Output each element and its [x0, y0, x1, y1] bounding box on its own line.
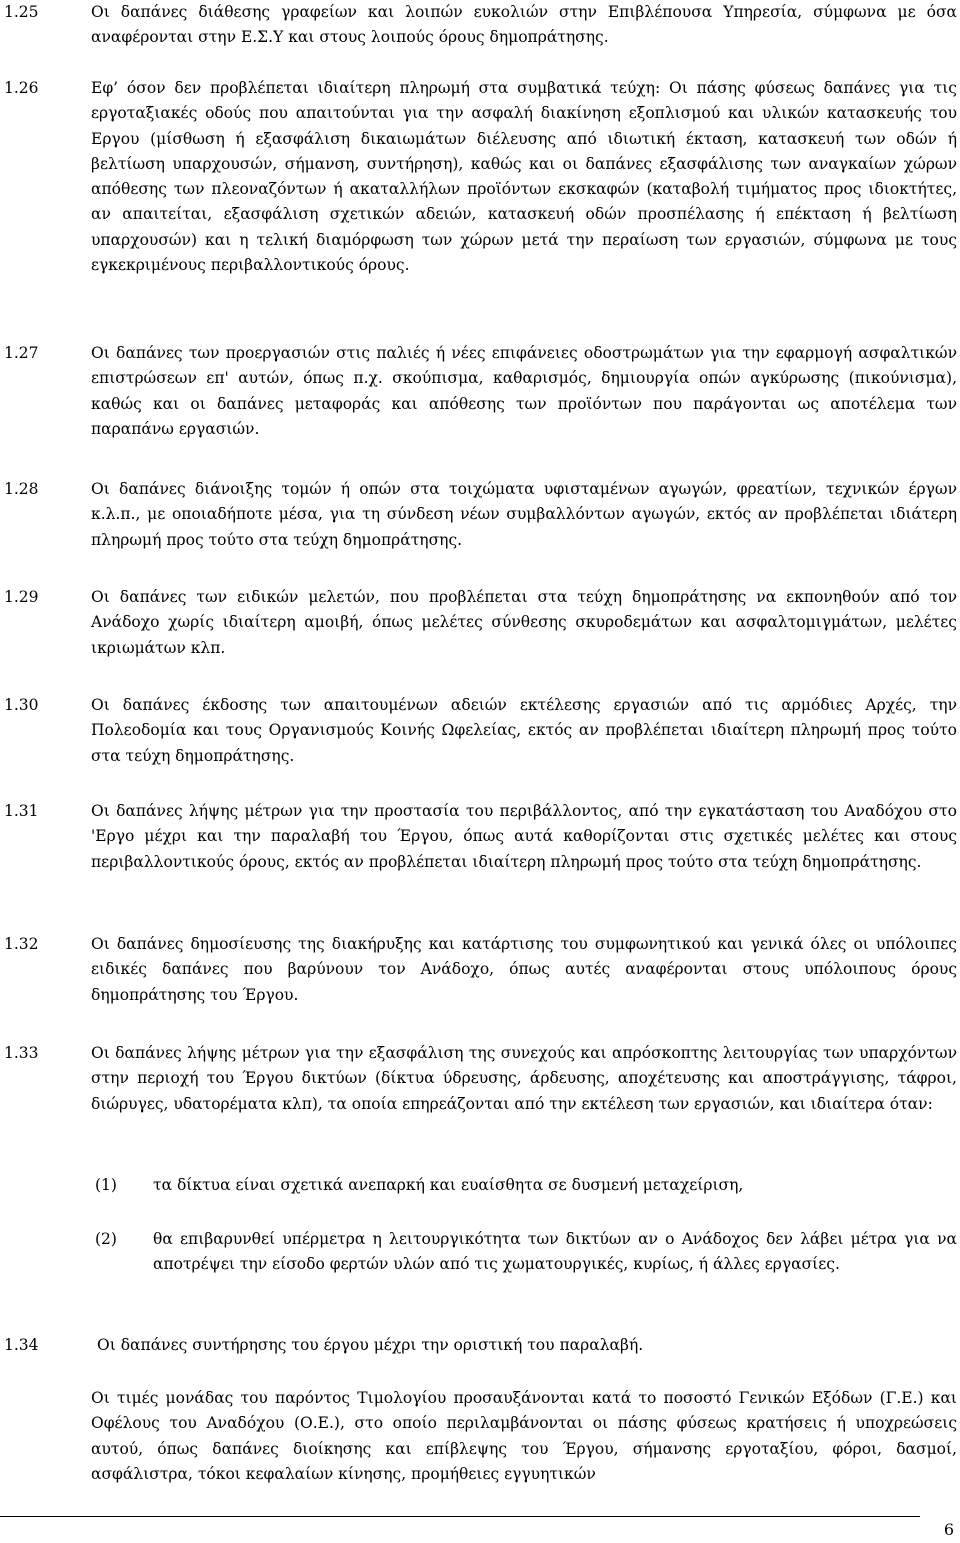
- clause-number: 1.31: [4, 802, 39, 820]
- clause-number: 1.26: [4, 79, 39, 97]
- subitem-text: τα δίκτυα είναι σχετικά ανεπαρκή και ευαίσθητα σε δυσμενή μεταχείριση,: [153, 1176, 744, 1194]
- clause-number: 1.34: [4, 1336, 39, 1354]
- clause-number: 1.27: [4, 344, 39, 362]
- clause-number: 1.32: [4, 935, 39, 953]
- subitem-number: (2): [95, 1230, 117, 1248]
- clause-text: Οι δαπάνες συντήρησης του έργου μέχρι την οριστική του παραλαβή.: [97, 1336, 644, 1354]
- clause-number: 1.30: [4, 696, 39, 714]
- clause-text: Οι δαπάνες λήψης μέτρων για την προστασία του περιβάλλοντος, από την εγκατάσταση του Αναδόχου στο 'Εργο μέχρι και την παραλαβή του Έργου, όπως αυτά καθορίζονται στις σχετικές μελέτες και στους περιβαλλοντικούς όρους, εκτός αν προβλέπεται ιδιαίτερη πληρωμή προς τούτο στα τεύχη δημοπράτησης.: [91, 802, 957, 871]
- clause-number: 1.28: [4, 480, 39, 498]
- subitem-text: θα επιβαρυνθεί υπέρμετρα η λειτουργικότητα των δικτύων αν ο Ανάδοχος δεν λάβει μέτρα για να αποτρέψει την είσοδο φερτών υλών από τις χωματουργικές, κυρίως, ή άλλες εργασίες.: [153, 1230, 957, 1274]
- clause-text: Οι δαπάνες διάθεσης γραφείων και λοιπών ευκολιών στην Επιβλέπουσα Υπηρεσία, σύμφωνα με όσα αναφέρονται στην Ε.Σ.Υ και στους λοιπούς όρους δημοπράτησης.: [91, 3, 957, 47]
- clause-text: Οι δαπάνες έκδοσης των απαιτουμένων αδειών εκτέλεσης εργασιών από τις αρμόδιες Αρχές, την Πολεοδομία και τους Οργανισμούς Κοινής Ωφελείας, εκτός αν προβλέπεται ιδιαίτερη πληρωμή προς τούτο στα τεύχη δημοπράτησης.: [91, 696, 957, 765]
- subitem-number: (1): [95, 1176, 117, 1194]
- clause-number: 1.29: [4, 588, 39, 606]
- footer-divider: [0, 1516, 920, 1517]
- page-number: 6: [943, 1520, 954, 1539]
- clause-text: Οι δαπάνες λήψης μέτρων για την εξασφάλιση της συνεχούς και απρόσκοπτης λειτουργίας των υπαρχόντων στην περιοχή του Έργου δικτύων (δίκτυα ύδρευσης, άρδευσης, αποχέτευσης και αποστράγγισης, τάφροι, διώρυγες, υδατορέματα κλπ), τα οποία επηρεάζονται από την εκτέλεση των εργασιών, και ιδιαίτερα όταν:: [91, 1044, 957, 1113]
- clause-text: Οι δαπάνες των προεργασιών στις παλιές ή νέες επιφάνειες οδοστρωμάτων για την εφαρμογή ασφαλτικών επιστρώσεων επ' αυτών, όπως π.χ. σκούπισμα, καθαρισμός, δημιουργία οπών αγκύρωσης (πικούνισμα), καθώς και οι δαπάνες μεταφοράς και απόθεσης των προϊόντων που παράγονται ως αποτέλεμα των παραπάνω εργασιών.: [91, 344, 957, 438]
- closing-paragraph-text: Οι τιμές μονάδας του παρόντος Τιμολογίου προσαυξάνονται κατά το ποσοστό Γενικών Εξόδων (Γ.Ε.) και Οφέλους του Αναδόχου (Ο.Ε.), στο οποίο περιλαμβάνονται οι πάσης φύσεως κρατήσεις ή υποχρεώσεις αυτού, όπως δαπάνες διοίκησης και επίβλεψης του Έργου, σήμανσης εργοταξίου, φόροι, δασμοί, ασφάλιστρα, τόκοι κεφαλαίων κίνησης, προμήθειες εγγυητικών: [91, 1389, 957, 1483]
- clause-text: Οι δαπάνες των ειδικών μελετών, που προβλέπεται στα τεύχη δημοπράτησης να εκπονηθούν από τον Ανάδοχο χωρίς ιδιαίτερη αμοιβή, όπως μελέτες σύνθεσης σκυροδεμάτων και ασφαλτομιγμάτων, μελέτες ικριωμάτων κλπ.: [91, 588, 957, 657]
- clause-number: 1.25: [4, 3, 39, 21]
- clause-text: Εφ’ όσον δεν προβλέπεται ιδιαίτερη πληρωμή στα συμβατικά τεύχη: Οι πάσης φύσεως δαπάνες για τις εργοταξιακές οδούς που απαιτούνται για την ασφαλή διακίνηση εξοπλισμού και υλικών κατασκευής του Εργου (μίσθωση ή εξασφάλιση δικαιωμάτων διέλευσης από ιδιωτική έκταση, κατασκευή των οδών ή βελτίωση υπαρχουσών, σήμανση, συντήρηση), καθώς και οι δαπάνες εξασφάλισης των αναγκαίων χώρων απόθεσης των πλεοναζόντων ή ακαταλλήλων προϊόντων εκσκαφών (καταβολή τιμήματος προς ιδιοκτήτες, αν απαιτείται, εξασφάλιση σχετικών αδειών, κατασκευή οδών προσπέλασης ή επέκταση ή βελτίωση υπαρχουσών) και η τελική διαμόρφωση των χώρων μετά την περαίωση των εργασιών, σύμφωνα με τους εγκεκριμένους περιβαλλοντικούς όρους.: [91, 79, 957, 275]
- clause-text: Οι δαπάνες δημοσίευσης της διακήρυξης και κατάρτισης του συμφωνητικού και γενικά όλες οι υπόλοιπες ειδικές δαπάνες που βαρύνουν τον Ανάδοχο, όπως αυτές αναφέρονται στους υπόλοιπους όρους δημοπράτησης του Έργου.: [91, 935, 957, 1004]
- clause-number: 1.33: [4, 1044, 39, 1062]
- clause-text: Οι δαπάνες διάνοιξης τομών ή οπών στα τοιχώματα υφισταμένων αγωγών, φρεατίων, τεχνικών έργων κ.λ.π., με οποιαδήποτε μέσα, για τη σύνδεση νέων συμβαλλόντων αγωγών, εκτός αν προβλέπεται ιδιάτερη πληρωμή προς τούτο στα τεύχη δημοπράτησης.: [91, 480, 957, 549]
